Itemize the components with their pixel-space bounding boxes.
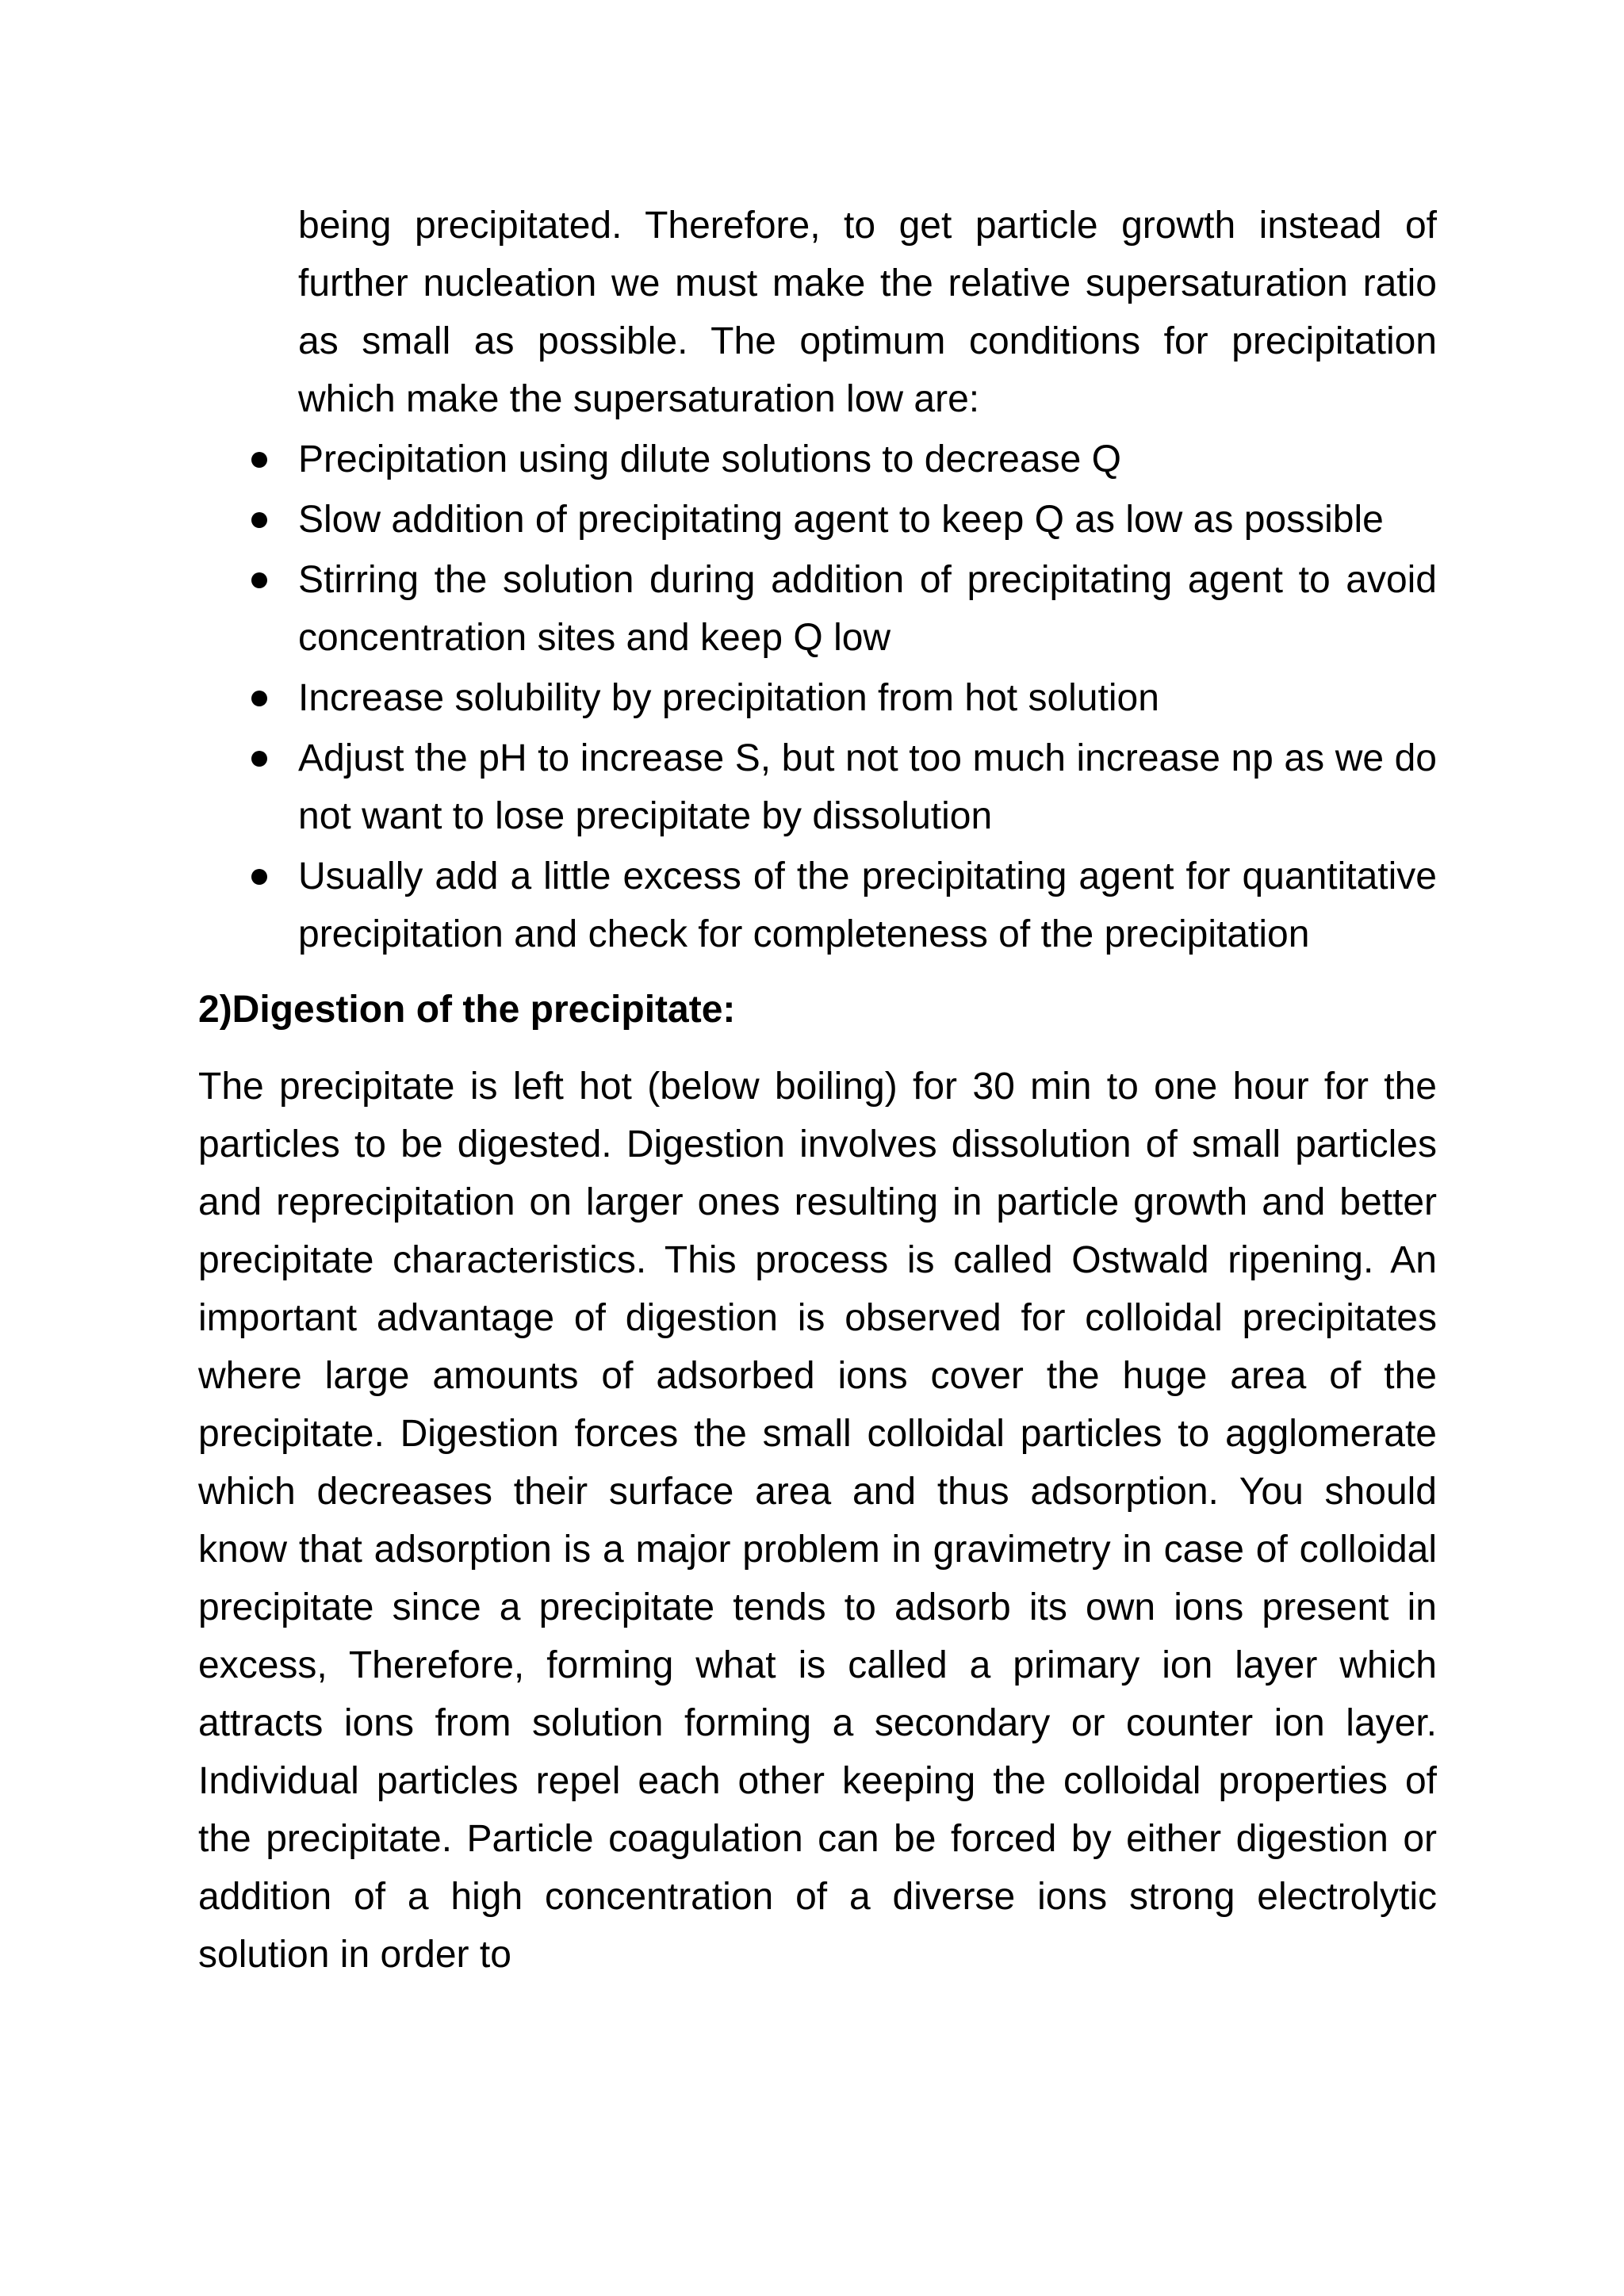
list-item-text: Slow addition of precipitating agent to keep Q as low as possible <box>298 499 1384 541</box>
conditions-list <box>198 430 1437 963</box>
list-item <box>198 669 1437 727</box>
bullet-icon <box>251 452 267 468</box>
list-item <box>198 491 1437 549</box>
list-item-text: Stirring the solution during addition of precipitating agent to avoid concentration sites and keep Q low <box>298 559 1437 659</box>
list-item <box>198 848 1437 963</box>
bullet-icon <box>251 869 267 885</box>
list-item <box>198 430 1437 488</box>
list-item <box>198 729 1437 845</box>
list-item <box>198 551 1437 667</box>
list-item-text: Increase solubility by precipitation from hot solution <box>298 677 1159 719</box>
document-page <box>198 197 1437 1984</box>
intro-paragraph: being precipitated. Therefore, to get particle growth instead of further nucleation we must make the relative supersaturation ratio as small as possible. The optimum conditions for precipitation which make the supersaturation low are: <box>298 205 1437 420</box>
bullet-icon <box>251 691 267 706</box>
section-heading: 2)Digestion of the precipitate: <box>198 989 736 1031</box>
bullet-icon <box>251 751 267 767</box>
bullet-icon <box>251 572 267 588</box>
section-paragraph: The precipitate is left hot (below boiling) for 30 min to one hour for the particles to be digested. Digestion involves dissolution of small particles and reprecipitation on larger ones resulting in particle growth and better precipitate characteristics. This process is called Ostwald ripening. An important advantage of digestion is observed for colloidal precipitates where large amounts of adsorbed ions cover the huge area of the precipitate. Digestion forces the small colloidal particles to agglomerate which decreases their surface area and thus adsorption. You should know that adsorption is a major problem in gravimetry in case of colloidal precipitate since a precipitate tends to adsorb its own ions present in excess, Therefore, forming what is called a primary ion layer which attracts ions from solution forming a secondary or counter ion layer. Individual particles repel each other keeping the colloidal properties of the precipitate. Particle coagulation can be forced by either digestion or addition of a high concentration of a diverse ions strong electrolytic solution in order to <box>198 1066 1437 1976</box>
bullet-icon <box>251 512 267 528</box>
list-item-text: Usually add a little excess of the precipitating agent for quantitative precipitation and check for completeness of the precipitation <box>298 855 1437 955</box>
list-item-text: Adjust the pH to increase S, but not too much increase np as we do not want to lose precipitate by dissolution <box>298 737 1437 837</box>
list-item-text: Precipitation using dilute solutions to decrease Q <box>298 438 1121 480</box>
